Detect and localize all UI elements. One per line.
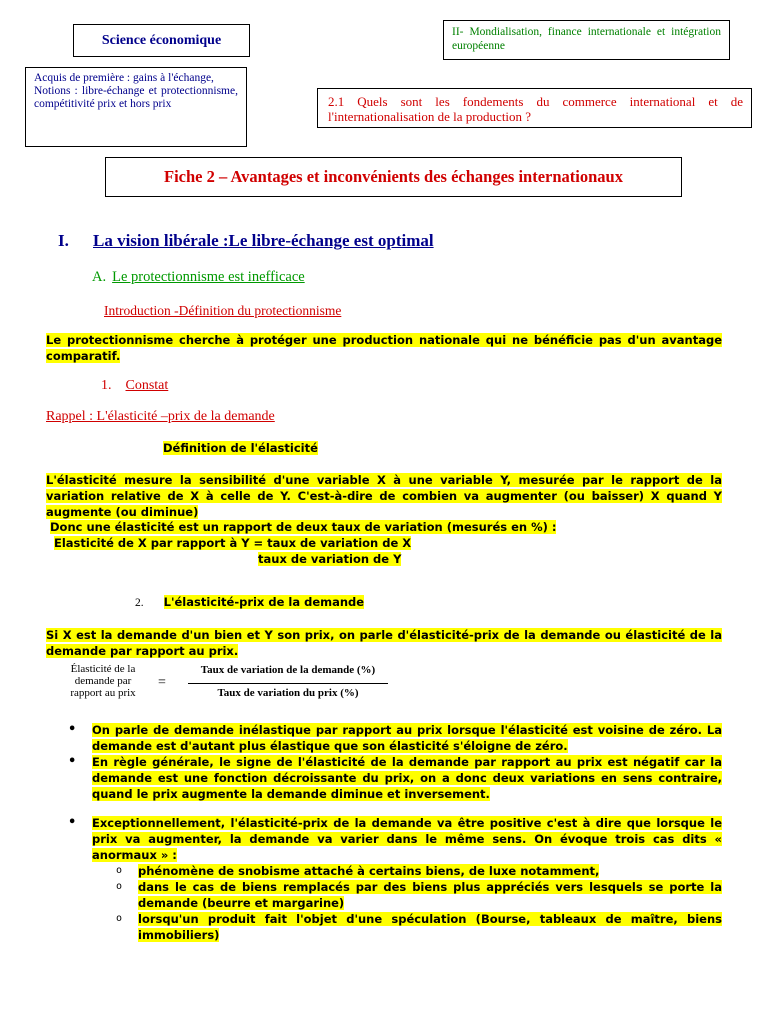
definition-title-text: Définition de l'élasticité [163, 441, 318, 455]
section-a-heading [92, 269, 305, 286]
sub-bullet-marker: o [116, 913, 123, 924]
bullet-list-2 [66, 815, 722, 943]
chapter-box [443, 20, 730, 60]
bullet-list [66, 722, 722, 802]
section-1-heading [58, 231, 434, 251]
elasticite-prix-title: L'élasticité-prix de la demande [163, 595, 365, 609]
list-item [116, 879, 722, 911]
list-item [66, 754, 722, 802]
formula-label: Élasticité de la demande par rapport au prix [70, 663, 136, 699]
fraction-bar [188, 683, 388, 684]
constat-title: Constat [125, 378, 169, 393]
chapter-label: II- Mondialisation, finance internationale et intégration européenne [452, 26, 721, 52]
fiche-title-box [105, 157, 682, 197]
section-a-number: A. [92, 269, 107, 285]
definition-line-2-text: Donc une élasticité est un rapport de deux taux de variation (mesurés en %) : [50, 520, 557, 534]
constat-heading [101, 378, 168, 394]
formula-equals: = [158, 675, 166, 690]
section-1-title: La vision libérale :Le libre-échange est optimal [93, 231, 434, 250]
formula-numerator: Taux de variation de la demande (%) [200, 664, 376, 676]
bullet-1-text: On parle de demande inélastique par rapport au prix lorsque l'élasticité est voisine de zéro. La demande est d'autant plus élastique que son élasticité s'éloigne de zéro. [92, 723, 722, 753]
list-item [66, 722, 722, 754]
definition-line-4-text: taux de variation de Y [258, 552, 402, 566]
elasticite-prix-number: 2. [135, 597, 144, 609]
bullet-3-text: Exceptionnellement, l'élasticité-prix de la demande va être positive c'est à dire que lorsque le prix va augmenter, la demande va varier dans le même sens. On évoque trois cas dits « anormaux » : [92, 816, 722, 862]
definition-paragraph [46, 472, 722, 520]
elasticite-prix-paragraph [46, 627, 722, 659]
list-item [116, 863, 722, 879]
sub-bullet-3-text: lorsqu'un produit fait l'objet d'une spéculation (Bourse, tableaux de maître, biens immobiliers) [138, 912, 722, 942]
elasticite-prix-paragraph-text: Si X est la demande d'un bien et Y son prix, on parle d'élasticité-prix de la demande ou élasticité de la demande par rapport au prix. [46, 628, 722, 658]
bullet-2-text: En règle générale, le signe de l'élasticité de la demande par rapport au prix est négatif car la demande est une fonction décroissante du prix, on a donc deux variations en sens contraire, quand le prix augmente la demande diminue et inversement. [92, 755, 722, 801]
elasticity-formula [58, 663, 398, 703]
sub-bullet-2-text: dans le cas de biens remplacés par des biens plus appréciés vers lesquels se porte la demande (beurre et margarine) [138, 880, 722, 910]
sub-bullet-marker: o [116, 881, 123, 892]
elasticite-prix-heading [135, 595, 364, 609]
definition-title [163, 441, 318, 455]
definition-line-3-text: Elasticité de X par rapport à Y = taux de variation de X [54, 536, 412, 550]
intro-title: Introduction -Définition du protectionnisme [104, 303, 342, 318]
definition-line-3 [54, 535, 730, 551]
sub-bullet-list [92, 863, 722, 943]
rappel-heading: Rappel : L'élasticité –prix de la demande [46, 409, 275, 424]
constat-number: 1. [101, 378, 112, 393]
definition-line-2 [50, 519, 726, 535]
subject-label: Science économique [101, 33, 222, 48]
intro-paragraph [46, 332, 722, 364]
sub-bullet-1-text: phénomène de snobisme attaché à certains biens, de luxe notamment, [138, 864, 600, 878]
subject-box [73, 24, 250, 57]
question-text: 2.1 Quels sont les fondements du commerce international et de l'internationalisation de la production ? [328, 94, 743, 124]
acquis-text: Acquis de première : gains à l'échange, [34, 72, 214, 84]
section-a-title: Le protectionnisme est inefficace [112, 269, 305, 285]
sub-bullet-marker: o [116, 865, 123, 876]
list-item [116, 911, 722, 943]
notions-text: Notions : libre-échange et protectionnisme, compétitivité prix et hors prix [34, 85, 238, 110]
formula-denominator: Taux de variation du prix (%) [217, 687, 359, 699]
fiche-title: Fiche 2 – Avantages et inconvénients des échanges internationaux [164, 167, 623, 186]
definition-paragraph-text: L'élasticité mesure la sensibilité d'une variable X à une variable Y, mesurée par le rapport de la variation relative de X à celle de Y. C'est-à-dire de combien va augmenter (ou baisser) X quand Y augmente (ou diminue) [46, 473, 722, 519]
acquis-box [25, 67, 247, 147]
definition-line-4 [258, 551, 558, 567]
intro-paragraph-text: Le protectionnisme cherche à protéger une production nationale qui ne bénéficie pas d'un avantage comparatif. [46, 333, 722, 363]
list-item [66, 815, 722, 943]
section-1-number: I. [58, 231, 69, 250]
question-box [317, 88, 752, 128]
